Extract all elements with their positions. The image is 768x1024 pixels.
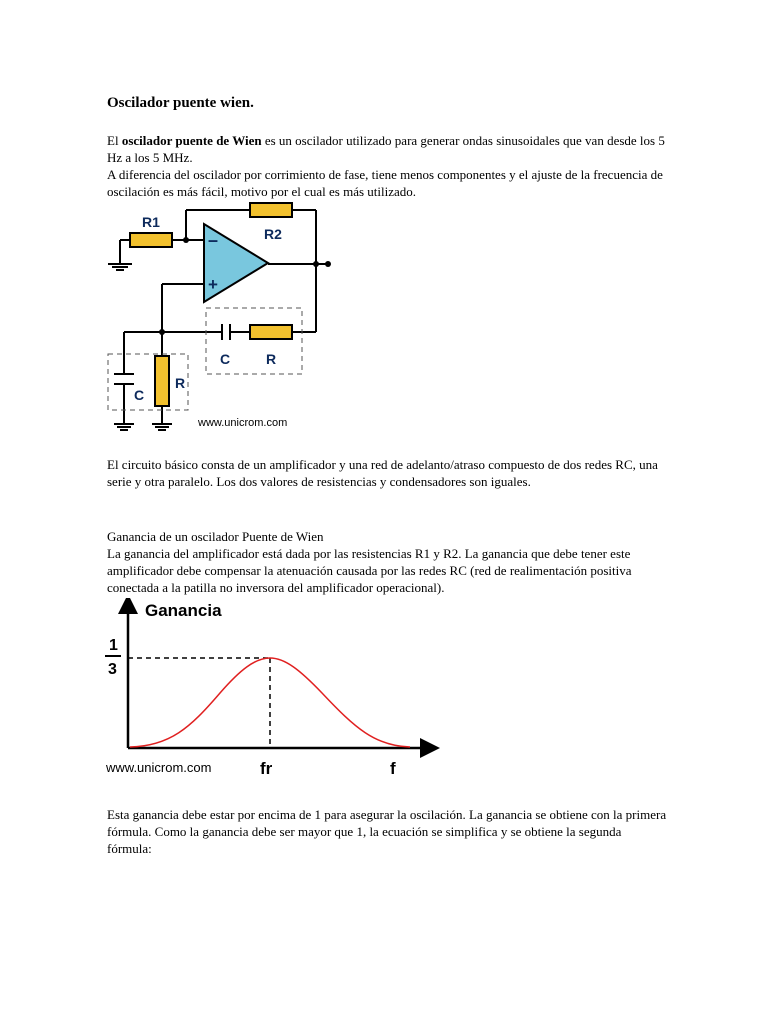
intro-paragraph <box>107 132 667 200</box>
gain-heading: Ganancia de un oscilador Puente de Wien <box>107 529 324 544</box>
chart-title: Ganancia <box>145 601 222 620</box>
gain-section <box>107 528 667 596</box>
intro-prefix: El <box>107 133 122 148</box>
r-series-resistor <box>250 325 292 339</box>
r-parallel-label: R <box>175 375 186 391</box>
page-title: Oscilador puente wien. <box>107 95 254 111</box>
r1-label: R1 <box>142 214 160 230</box>
gain-chart <box>100 598 440 778</box>
chart-watermark: www.unicrom.com <box>106 760 212 775</box>
circuit-description-paragraph: El circuito básico consta de un amplificador y una red de adelanto/atraso compuesto de dos redes RC, una serie y otra paralelo. Los dos valores de resistencias y condensadores son iguales. <box>107 457 658 489</box>
r-series-label: R <box>266 351 277 367</box>
r2-resistor <box>250 203 292 217</box>
closing-paragraph: Esta ganancia debe estar por encima de 1 para asegurar la oscilación. La ganancia se obtiene con la primera fórmula. Como la ganancia debe ser mayor que 1, la ecuación se simplifica y se obtiene la segunda fórmula: <box>107 807 667 856</box>
r2-label: R2 <box>264 226 282 242</box>
gain-text: La ganancia del amplificador está dada por las resistencias R1 y R2. La ganancia que debe tener este amplificador debe compensar la atenuación causada por las redes RC (red de realimentación positiva conectada a la patilla no inversora del amplificador operacional). <box>107 546 632 595</box>
intro-rest: es un oscilador utilizado para generar ondas sinusoidales que van desde los 5 Hz a los 5 MHz. <box>107 133 665 165</box>
r1-resistor <box>130 233 172 247</box>
wien-bridge-circuit-diagram <box>100 196 340 436</box>
intro-bold-term: oscilador puente de Wien <box>121 133 262 148</box>
x-label-f: f <box>390 759 396 778</box>
circuit-watermark: www.unicrom.com <box>198 417 288 429</box>
plus-sign: + <box>208 275 218 294</box>
y-label-denominator: 3 <box>108 661 117 678</box>
x-label-fr: fr <box>260 759 273 778</box>
minus-sign: – <box>208 230 219 250</box>
c-parallel-label: C <box>134 387 145 403</box>
r-parallel-resistor <box>155 356 169 406</box>
y-label-numerator: 1 <box>109 637 118 654</box>
intro-line2: A diferencia del oscilador por corrimiento de fase, tiene menos componentes y el ajuste de la frecuencia de oscilación es más fácil, motivo por el cual es más utilizado. <box>107 167 663 199</box>
c-series-label: C <box>220 351 231 367</box>
